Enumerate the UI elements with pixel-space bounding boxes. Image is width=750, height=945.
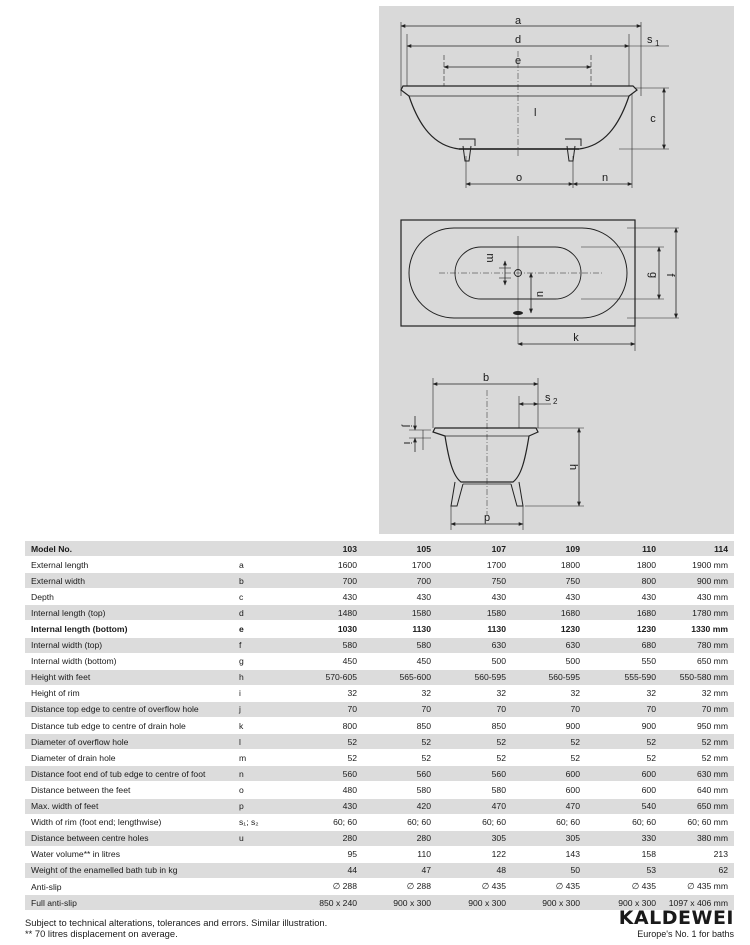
row-value: 900 x 300 bbox=[359, 895, 433, 911]
row-value: 305 bbox=[508, 830, 582, 846]
row-value: 650 mm bbox=[658, 798, 734, 814]
row-value: 580 bbox=[359, 637, 433, 653]
row-value: ∅ 435 bbox=[508, 878, 582, 894]
row-label: Internal length (top) bbox=[25, 605, 239, 621]
row-value: 430 bbox=[289, 589, 359, 605]
header-model-103: 103 bbox=[289, 541, 359, 557]
row-value: 70 bbox=[433, 701, 508, 717]
row-value: 560 bbox=[289, 766, 359, 782]
dim-label-k: k bbox=[573, 332, 579, 344]
table-row bbox=[25, 605, 734, 621]
row-label: Distance top edge to centre of overflow hole bbox=[25, 701, 239, 717]
row-symbol: s₁; s₂ bbox=[239, 814, 289, 830]
table-row bbox=[25, 830, 734, 846]
row-value: 470 bbox=[508, 798, 582, 814]
row-value: 900 x 300 bbox=[508, 895, 582, 911]
row-value: 1800 bbox=[582, 557, 658, 573]
row-label: Internal width (bottom) bbox=[25, 653, 239, 669]
dim-label-o: o bbox=[515, 172, 523, 184]
header-model-105: 105 bbox=[359, 541, 433, 557]
row-value: 47 bbox=[359, 862, 433, 878]
row-value: 280 bbox=[289, 830, 359, 846]
row-label: Anti-slip bbox=[25, 878, 239, 894]
row-value: 560 bbox=[359, 766, 433, 782]
row-value: 52 mm bbox=[658, 734, 734, 750]
row-value: 570-605 bbox=[289, 669, 359, 685]
table-row bbox=[25, 862, 734, 878]
row-value: 580 bbox=[433, 782, 508, 798]
row-symbol: k bbox=[239, 718, 289, 734]
footnote-displacement: ** 70 litres displacement on average. bbox=[25, 928, 178, 939]
row-value: 1130 bbox=[359, 621, 433, 637]
row-value: 630 mm bbox=[658, 766, 734, 782]
row-value: ∅ 288 bbox=[359, 878, 433, 894]
row-value: 600 bbox=[582, 782, 658, 798]
row-symbol: g bbox=[239, 653, 289, 669]
dim-label-m: m bbox=[484, 253, 496, 263]
row-value: 1900 mm bbox=[658, 557, 734, 573]
row-value: 1600 bbox=[289, 557, 359, 573]
row-value: 60; 60 bbox=[433, 814, 508, 830]
table-row bbox=[25, 878, 734, 894]
row-value: ∅ 435 mm bbox=[658, 878, 734, 894]
row-value: 420 bbox=[359, 798, 433, 814]
table-row bbox=[25, 653, 734, 669]
row-label: Height with feet bbox=[25, 669, 239, 685]
row-value: ∅ 288 bbox=[289, 878, 359, 894]
row-value: 52 bbox=[433, 750, 508, 766]
row-label: Diameter of drain hole bbox=[25, 750, 239, 766]
row-value: 48 bbox=[433, 862, 508, 878]
dim-label-h: h bbox=[567, 463, 579, 471]
header-model-109: 109 bbox=[508, 541, 582, 557]
row-value: 70 bbox=[508, 701, 582, 717]
row-symbol bbox=[239, 878, 289, 894]
row-value: 32 bbox=[508, 685, 582, 701]
table-row bbox=[25, 589, 734, 605]
row-value: 52 bbox=[582, 750, 658, 766]
row-value: 1700 bbox=[433, 557, 508, 573]
row-value: 900 mm bbox=[658, 573, 734, 589]
row-value: 600 bbox=[582, 766, 658, 782]
table-row bbox=[25, 637, 734, 653]
row-value: 60; 60 bbox=[289, 814, 359, 830]
row-label: Internal width (top) bbox=[25, 637, 239, 653]
row-value: 60; 60 bbox=[359, 814, 433, 830]
row-value: 52 bbox=[508, 750, 582, 766]
row-label: Diameter of overflow hole bbox=[25, 734, 239, 750]
row-value: 52 bbox=[508, 734, 582, 750]
dim-label-i: i bbox=[401, 441, 413, 445]
dim-label-p: p bbox=[483, 512, 491, 524]
dim-label-b: b bbox=[482, 372, 490, 384]
row-value: 780 mm bbox=[658, 637, 734, 653]
row-value: 1097 x 406 mm bbox=[658, 895, 734, 911]
row-value: 52 bbox=[359, 734, 433, 750]
row-value: 158 bbox=[582, 846, 658, 862]
row-value: 640 mm bbox=[658, 782, 734, 798]
brand-logo: KALDEWEI bbox=[618, 907, 734, 929]
row-value: 430 mm bbox=[658, 589, 734, 605]
row-value: 1580 bbox=[433, 605, 508, 621]
row-value: 950 mm bbox=[658, 718, 734, 734]
row-value: 430 bbox=[582, 589, 658, 605]
row-symbol bbox=[239, 862, 289, 878]
row-value: 52 bbox=[433, 734, 508, 750]
row-value: 750 bbox=[508, 573, 582, 589]
specification-table bbox=[25, 541, 734, 911]
row-value: 1580 bbox=[359, 605, 433, 621]
row-value: 380 mm bbox=[658, 830, 734, 846]
row-value: 32 bbox=[433, 685, 508, 701]
row-value: 32 bbox=[289, 685, 359, 701]
row-value: 60; 60 bbox=[582, 814, 658, 830]
row-value: 213 bbox=[658, 846, 734, 862]
row-value: 600 bbox=[508, 766, 582, 782]
side-view bbox=[401, 22, 669, 188]
table-row bbox=[25, 734, 734, 750]
row-value: 32 mm bbox=[658, 685, 734, 701]
dim-label-j: j bbox=[401, 424, 413, 428]
row-value: 70 bbox=[582, 701, 658, 717]
dim-label-n: n bbox=[601, 172, 609, 184]
row-symbol: e bbox=[239, 621, 289, 637]
table-row bbox=[25, 814, 734, 830]
row-value: 750 bbox=[433, 573, 508, 589]
top-view bbox=[401, 220, 679, 351]
row-value: 650 mm bbox=[658, 653, 734, 669]
dim-label-l: l bbox=[534, 107, 537, 119]
table-row bbox=[25, 557, 734, 573]
row-value: 555-590 bbox=[582, 669, 658, 685]
row-value: 430 bbox=[359, 589, 433, 605]
row-value: ∅ 435 bbox=[433, 878, 508, 894]
table-row bbox=[25, 621, 734, 637]
row-label: Weight of the enamelled bath tub in kg bbox=[25, 862, 239, 878]
dim-label-d: d bbox=[514, 34, 522, 46]
row-label: Height of rim bbox=[25, 685, 239, 701]
table-row bbox=[25, 798, 734, 814]
brand-slogan: Europe's No. 1 for baths bbox=[637, 929, 734, 939]
dim-label-s1-subscript: 1 bbox=[655, 39, 660, 48]
row-value: 560-595 bbox=[433, 669, 508, 685]
row-symbol: i bbox=[239, 685, 289, 701]
row-label: Width of rim (foot end; lengthwise) bbox=[25, 814, 239, 830]
row-symbol bbox=[239, 895, 289, 911]
row-value: 700 bbox=[359, 573, 433, 589]
row-symbol: n bbox=[239, 766, 289, 782]
row-value: ∅ 435 bbox=[582, 878, 658, 894]
header-model-107: 107 bbox=[433, 541, 508, 557]
row-value: 550-580 mm bbox=[658, 669, 734, 685]
row-value: 60; 60 bbox=[508, 814, 582, 830]
row-value: 52 bbox=[289, 734, 359, 750]
row-symbol: f bbox=[239, 637, 289, 653]
row-value: 850 x 240 bbox=[289, 895, 359, 911]
table-row bbox=[25, 685, 734, 701]
row-label: Distance tub edge to centre of drain hole bbox=[25, 718, 239, 734]
row-value: 44 bbox=[289, 862, 359, 878]
row-value: 60; 60 mm bbox=[658, 814, 734, 830]
dim-label-s1: s bbox=[647, 34, 653, 46]
dim-label-g: g bbox=[647, 271, 659, 279]
row-value: 1230 bbox=[582, 621, 658, 637]
row-value: 430 bbox=[433, 589, 508, 605]
row-label: Distance foot end of tub edge to centre of foot bbox=[25, 766, 239, 782]
row-label: Water volume** in litres bbox=[25, 846, 239, 862]
specification-table-body bbox=[25, 541, 734, 911]
row-value: 450 bbox=[359, 653, 433, 669]
table-header-row bbox=[25, 541, 734, 557]
end-view bbox=[409, 378, 584, 530]
row-value: 50 bbox=[508, 862, 582, 878]
row-value: 143 bbox=[508, 846, 582, 862]
row-symbol: p bbox=[239, 798, 289, 814]
row-value: 800 bbox=[289, 718, 359, 734]
row-value: 95 bbox=[289, 846, 359, 862]
row-value: 540 bbox=[582, 798, 658, 814]
table-row bbox=[25, 718, 734, 734]
row-value: 1330 mm bbox=[658, 621, 734, 637]
row-value: 580 bbox=[289, 637, 359, 653]
dim-label-c: c bbox=[650, 113, 656, 125]
row-value: 500 bbox=[433, 653, 508, 669]
row-value: 800 bbox=[582, 573, 658, 589]
row-symbol: o bbox=[239, 782, 289, 798]
row-value: 1230 bbox=[508, 621, 582, 637]
row-value: 32 bbox=[582, 685, 658, 701]
row-label: Full anti-slip bbox=[25, 895, 239, 911]
row-value: 1130 bbox=[433, 621, 508, 637]
row-value: 850 bbox=[433, 718, 508, 734]
footnote-disclaimer: Subject to technical alterations, tolerances and errors. Similar illustration. bbox=[25, 917, 328, 928]
row-value: 280 bbox=[359, 830, 433, 846]
row-value: 1030 bbox=[289, 621, 359, 637]
row-label: Internal length (bottom) bbox=[25, 621, 239, 637]
row-value: 550 bbox=[582, 653, 658, 669]
table-row bbox=[25, 701, 734, 717]
row-value: 565-600 bbox=[359, 669, 433, 685]
row-value: 305 bbox=[433, 830, 508, 846]
table-row bbox=[25, 669, 734, 685]
header-symbol bbox=[239, 541, 289, 557]
row-value: 900 bbox=[582, 718, 658, 734]
row-value: 32 bbox=[359, 685, 433, 701]
row-label: Distance between centre holes bbox=[25, 830, 239, 846]
row-value: 600 bbox=[508, 782, 582, 798]
row-symbol: j bbox=[239, 701, 289, 717]
row-value: 122 bbox=[433, 846, 508, 862]
row-value: 52 mm bbox=[658, 750, 734, 766]
row-value: 480 bbox=[289, 782, 359, 798]
row-value: 52 bbox=[582, 734, 658, 750]
brand-block bbox=[619, 908, 734, 940]
row-value: 52 bbox=[289, 750, 359, 766]
row-value: 1780 mm bbox=[658, 605, 734, 621]
row-symbol: b bbox=[239, 573, 289, 589]
dim-label-u: u bbox=[534, 290, 546, 298]
header-model-114: 114 bbox=[658, 541, 734, 557]
header-label: Model No. bbox=[25, 541, 239, 557]
row-value: 900 x 300 bbox=[582, 895, 658, 911]
row-value: 70 bbox=[359, 701, 433, 717]
row-value: 70 bbox=[289, 701, 359, 717]
dim-label-s2-subscript: 2 bbox=[553, 397, 558, 406]
row-value: 53 bbox=[582, 862, 658, 878]
row-value: 630 bbox=[433, 637, 508, 653]
row-value: 560 bbox=[433, 766, 508, 782]
row-value: 70 mm bbox=[658, 701, 734, 717]
row-value: 500 bbox=[508, 653, 582, 669]
row-value: 1700 bbox=[359, 557, 433, 573]
dim-label-e: e bbox=[514, 55, 522, 67]
row-value: 1800 bbox=[508, 557, 582, 573]
row-value: 470 bbox=[433, 798, 508, 814]
row-value: 52 bbox=[359, 750, 433, 766]
table-row bbox=[25, 750, 734, 766]
row-value: 330 bbox=[582, 830, 658, 846]
row-label: Max. width of feet bbox=[25, 798, 239, 814]
row-value: 680 bbox=[582, 637, 658, 653]
dim-label-a: a bbox=[514, 15, 522, 27]
row-value: 630 bbox=[508, 637, 582, 653]
table-row bbox=[25, 766, 734, 782]
row-symbol: c bbox=[239, 589, 289, 605]
row-value: 430 bbox=[508, 589, 582, 605]
row-value: 850 bbox=[359, 718, 433, 734]
table-row bbox=[25, 846, 734, 862]
dim-label-f: f bbox=[664, 273, 676, 277]
footnotes bbox=[25, 917, 327, 939]
row-symbol: l bbox=[239, 734, 289, 750]
row-symbol: h bbox=[239, 669, 289, 685]
row-value: 580 bbox=[359, 782, 433, 798]
row-value: 430 bbox=[289, 798, 359, 814]
technical-drawing-panel bbox=[379, 6, 734, 534]
row-label: Depth bbox=[25, 589, 239, 605]
row-value: 110 bbox=[359, 846, 433, 862]
row-value: 560-595 bbox=[508, 669, 582, 685]
row-symbol: m bbox=[239, 750, 289, 766]
header-model-110: 110 bbox=[582, 541, 658, 557]
row-value: 1480 bbox=[289, 605, 359, 621]
row-symbol bbox=[239, 846, 289, 862]
row-value: 900 x 300 bbox=[433, 895, 508, 911]
row-value: 900 bbox=[508, 718, 582, 734]
row-value: 62 bbox=[658, 862, 734, 878]
row-label: External width bbox=[25, 573, 239, 589]
dim-label-s2: s bbox=[545, 392, 551, 404]
row-symbol: d bbox=[239, 605, 289, 621]
row-label: External length bbox=[25, 557, 239, 573]
row-value: 1680 bbox=[582, 605, 658, 621]
row-label: Distance between the feet bbox=[25, 782, 239, 798]
table-row bbox=[25, 573, 734, 589]
row-value: 450 bbox=[289, 653, 359, 669]
row-symbol: a bbox=[239, 557, 289, 573]
row-value: 1680 bbox=[508, 605, 582, 621]
table-row bbox=[25, 782, 734, 798]
technical-drawing bbox=[379, 6, 734, 534]
row-value: 700 bbox=[289, 573, 359, 589]
row-symbol: u bbox=[239, 830, 289, 846]
